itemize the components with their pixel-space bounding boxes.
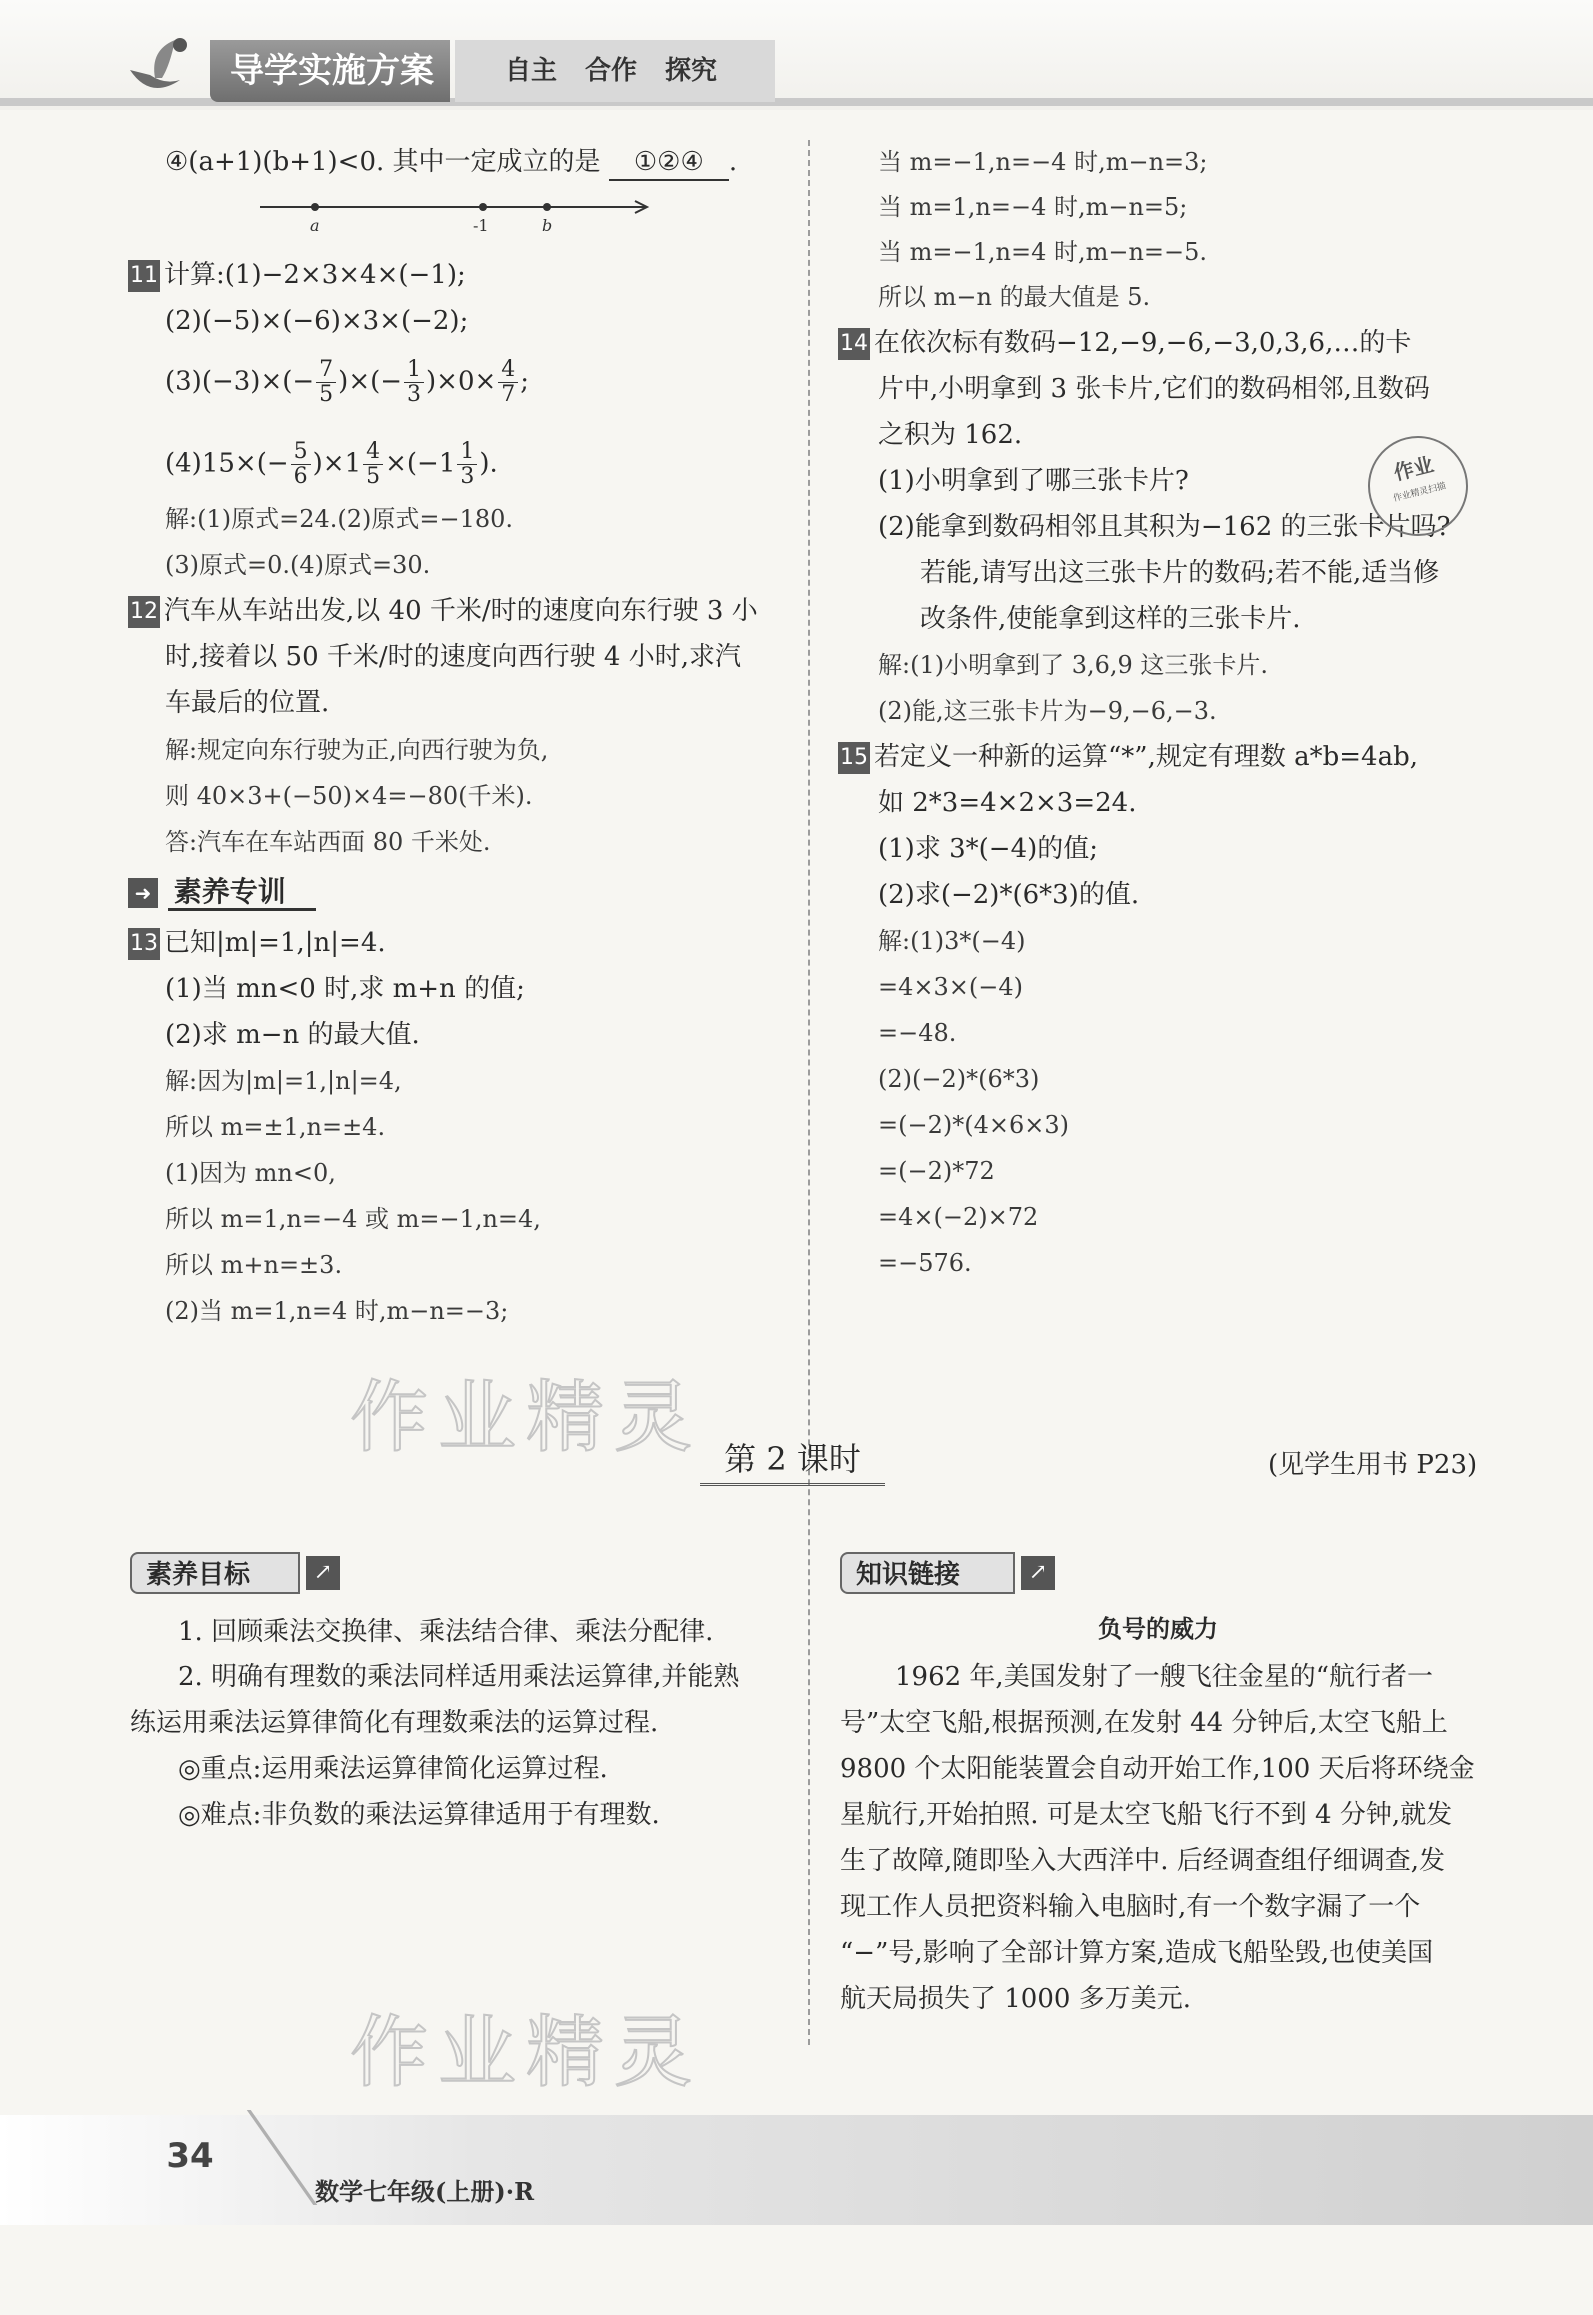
q13-line3: (2)求 m−n 的最大值. xyxy=(165,1020,420,1050)
watermark-2: 作业精灵 xyxy=(350,2008,703,2098)
q11-line4: (4)15×(− $\frac{5}{6}$ )×1 $\frac{4}{5}$ ×(−1 $\frac{1}{3}$ ). xyxy=(165,439,498,489)
header-subtitle-2: 合作 xyxy=(585,56,638,86)
knowledge-tag: 知识链接 xyxy=(840,1552,1015,1594)
q13-line2: (1)当 mn<0 时,求 m+n 的值; xyxy=(165,974,525,1004)
homework-stamp: 作业 作业精灵扫描 xyxy=(1357,425,1478,546)
q14-line2: 片中,小明拿到 3 张卡片,它们的数码相邻,且数码 xyxy=(878,374,1430,404)
label-a: a xyxy=(310,216,320,235)
q11-answer-2: (3)原式=0.(4)原式=30. xyxy=(165,551,431,579)
arrow-out-icon: ↗ xyxy=(1021,1556,1055,1590)
number-line xyxy=(255,195,655,235)
q14-line4: (1)小明拿到了哪三张卡片? xyxy=(878,466,1189,496)
q14-line6: 若能,请写出这三张卡片的数码;若不能,适当修 xyxy=(920,558,1440,588)
lesson-title: 第 2 课时 xyxy=(700,1435,885,1486)
q14-line3: 之积为 162. xyxy=(878,420,1023,450)
q11-number: 11 xyxy=(128,260,160,292)
q13-answer-7: 当 m=−1,n=−4 时,m−n=3; xyxy=(878,148,1208,176)
q15-line4: (2)求(−2)*(6*3)的值. xyxy=(878,880,1140,910)
book-title: 数学七年级(上册)·R xyxy=(315,2177,535,2206)
knowledge-p5: 生了故障,随即坠入大西洋中. 后经调查组仔细调查,发 xyxy=(840,1846,1446,1876)
point-b xyxy=(543,203,551,211)
q14-answer-1: 解:(1)小明拿到了 3,6,9 这三张卡片. xyxy=(878,651,1269,679)
q13-answer-6: (2)当 m=1,n=4 时,m−n=−3; xyxy=(165,1297,509,1325)
q15-answer-7: =4×(−2)×72 xyxy=(878,1203,1039,1231)
q13-answer-9: 当 m=−1,n=4 时,m−n=−5. xyxy=(878,238,1208,266)
q15-answer-6: =(−2)*72 xyxy=(878,1157,995,1185)
goal-2b: 练运用乘法运算律简化有理数乘法的运算过程. xyxy=(130,1708,659,1738)
q11-line1: 11 计算:(1)−2×3×4×(−1); xyxy=(130,260,466,290)
goal-1: 1. 回顾乘法交换律、乘法结合律、乘法分配律. xyxy=(178,1617,714,1647)
q10-answer: ①②④ xyxy=(609,145,729,181)
q14-line5: (2)能拿到数码相邻且其积为−162 的三张卡片吗? xyxy=(878,512,1451,542)
q12-line2: 时,接着以 50 千米/时的速度向西行驶 4 小时,求汽 xyxy=(165,642,741,672)
q11-line2: (2)(−5)×(−6)×3×(−2); xyxy=(165,306,469,336)
q12-answer-2: 则 40×3+(−50)×4=−80(千米). xyxy=(165,782,533,810)
q15-line3: (1)求 3*(−4)的值; xyxy=(878,834,1099,864)
q11-answer-1: 解:(1)原式=24.(2)原式=−180. xyxy=(165,505,514,533)
knowledge-p6: 现工作人员把资料输入电脑时,有一个数字漏了一个 xyxy=(840,1892,1421,1922)
section-heading: ➜ 素养专训 xyxy=(128,872,316,912)
q12-answer-1: 解:规定向东行驶为正,向西行驶为负, xyxy=(165,736,549,764)
q15-answer-1: 解:(1)3*(−4) xyxy=(878,927,1026,955)
q13-answer-4: 所以 m=1,n=−4 或 m=−1,n=4, xyxy=(165,1205,541,1233)
label-b: b xyxy=(542,216,553,235)
q15-answer-5: =(−2)*(4×6×3) xyxy=(878,1111,1069,1139)
q15-answer-2: =4×3×(−4) xyxy=(878,973,1023,1001)
q14-number: 14 xyxy=(838,328,870,360)
point-a xyxy=(311,203,319,211)
q15-answer-4: (2)(−2)*(6*3) xyxy=(878,1065,1040,1093)
q14-answer-2: (2)能,这三张卡片为−9,−6,−3. xyxy=(878,697,1217,725)
knowledge-p1: 1962 年,美国发射了一艘飞往金星的“航行者一 xyxy=(895,1662,1433,1692)
q14-line1: 14 在依次标有数码−12,−9,−6,−3,0,3,6,…的卡 xyxy=(840,328,1412,358)
q13-number: 13 xyxy=(128,928,160,960)
knowledge-p4: 星航行,开始拍照. 可是太空飞船飞行不到 4 分钟,就发 xyxy=(840,1800,1453,1830)
knowledge-p3: 9800 个太阳能装置会自动开始工作,100 天后将环绕金 xyxy=(840,1754,1475,1784)
q12-number: 12 xyxy=(128,596,160,628)
q12-answer-3: 答:汽车在车站西面 80 千米处. xyxy=(165,828,491,856)
header-subtitle-3: 探究 xyxy=(665,56,718,86)
q13-answer-3: (1)因为 mn<0, xyxy=(165,1159,336,1187)
q15-line1: 15 若定义一种新的运算“*”,规定有理数 a*b=4ab, xyxy=(840,742,1418,772)
q13-answer-10: 所以 m−n 的最大值是 5. xyxy=(878,283,1151,311)
arrow-right-icon: ➜ xyxy=(128,878,158,908)
q13-answer-5: 所以 m+n=±3. xyxy=(165,1251,343,1279)
goal-difficult: ◎难点:非负数的乘法运算律适用于有理数. xyxy=(178,1800,660,1830)
knowledge-title: 负号的威力 xyxy=(1098,1615,1218,1643)
header-title: 导学实施方案 xyxy=(210,40,450,102)
knowledge-p2: 号”太空飞船,根据预测,在发射 44 分钟后,太空飞船上 xyxy=(840,1708,1448,1738)
q15-answer-3: =−48. xyxy=(878,1019,957,1047)
q14-line7: 改条件,使能拿到这样的三张卡片. xyxy=(920,604,1301,634)
q15-answer-8: =−576. xyxy=(878,1249,972,1277)
q15-line2: 如 2*3=4×2×3=24. xyxy=(878,788,1137,818)
goal-key: ◎重点:运用乘法运算律简化运算过程. xyxy=(178,1754,608,1784)
q13-answer-2: 所以 m=±1,n=±4. xyxy=(165,1113,386,1141)
q10-tail: ④(a+1)(b+1)<0. 其中一定成立的是 ①②④ . xyxy=(165,145,737,181)
label-minus-one: -1 xyxy=(473,216,489,235)
goals-tag: 素养目标 xyxy=(130,1552,300,1594)
q13-answer-8: 当 m=1,n=−4 时,m−n=5; xyxy=(878,193,1188,221)
point-minus-one xyxy=(479,203,487,211)
q13-line1: 13 已知|m|=1,|n|=4. xyxy=(130,928,386,958)
header-subtitle-1: 自主 xyxy=(505,56,558,86)
leaf-logo-icon xyxy=(120,30,215,100)
lesson-reference: (见学生用书 P23) xyxy=(1268,1450,1478,1480)
q15-number: 15 xyxy=(838,742,870,774)
q12-line3: 车最后的位置. xyxy=(165,688,330,718)
q13-answer-1: 解:因为|m|=1,|n|=4, xyxy=(165,1067,402,1095)
q11-line3: (3)(−3)×(− $\frac{7}{5}$ )×(− $\frac{1}{3}$ )×0× $\frac{4}{7}$ ; xyxy=(165,357,530,407)
q12-line1: 12 汽车从车站出发,以 40 千米/时的速度向东行驶 3 小 xyxy=(130,596,758,626)
goal-2a: 2. 明确有理数的乘法同样适用乘法运算律,并能熟 xyxy=(178,1662,740,1692)
knowledge-p8: 航天局损失了 1000 多万美元. xyxy=(840,1984,1191,2014)
page-number: 34 xyxy=(166,2136,214,2176)
watermark-1: 作业精灵 xyxy=(350,1373,703,1463)
column-divider xyxy=(808,140,810,2045)
arrow-out-icon: ↗ xyxy=(306,1556,340,1590)
knowledge-p7: “−”号,影响了全部计算方案,造成飞船坠毁,也使美国 xyxy=(840,1938,1434,1968)
